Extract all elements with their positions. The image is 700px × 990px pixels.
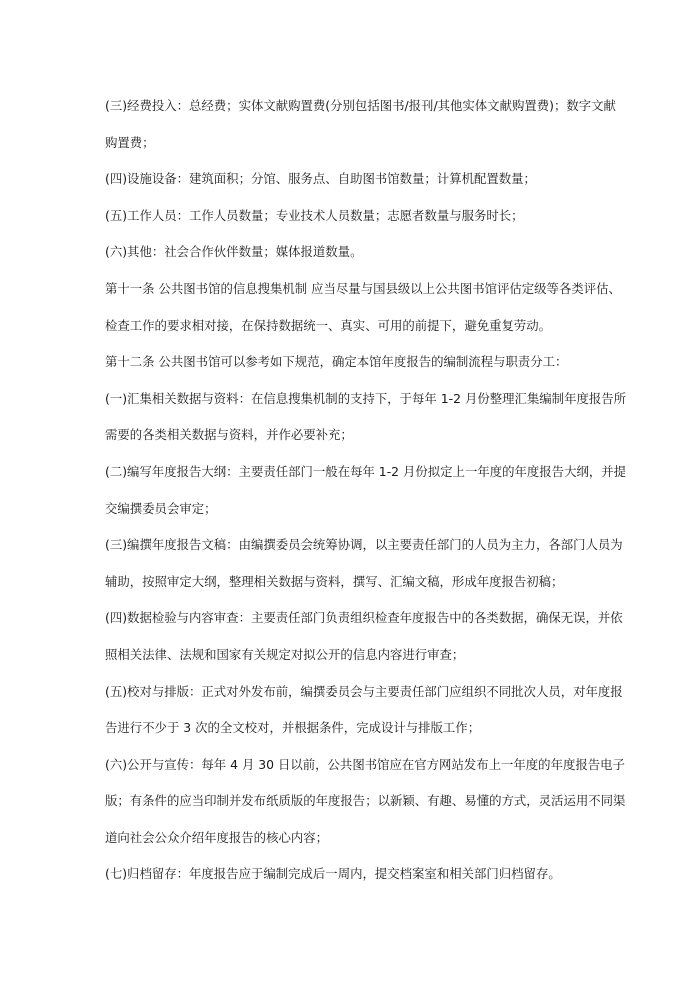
text-line: 告进行不少于 3 次的全文校对，并根据条件，完成设计与排版工作； <box>105 720 481 736</box>
text-line: 检查工作的要求相对接，在保持数据统一、真实、可用的前提下，避免重复劳动。 <box>105 317 552 333</box>
text-line: 交编撰委员会审定； <box>105 500 217 516</box>
article-12 <box>105 344 605 381</box>
clause-staff <box>105 198 605 235</box>
clause-facilities <box>105 161 605 198</box>
clause-other <box>105 234 605 271</box>
text-line: (五)工作人员：工作人员数量；专业技术人员数量；志愿者数量与服务时长； <box>105 207 524 223</box>
text-line: 辅助，按照审定大纲，整理相关数据与资料，撰写、汇编文稿，形成年度报告初稿； <box>105 573 564 589</box>
document-body <box>105 88 627 893</box>
clause-collect-data <box>105 381 627 454</box>
clause-outline <box>105 454 627 527</box>
text-line: (一)汇集相关数据与资料：在信息搜集机制的支持下，于每年 1-2 月份整理汇集编制年度报告所 <box>105 390 627 406</box>
text-line: (四)设施设备：建筑面积；分馆、服务点、自助图书馆数量；计算机配置数量； <box>105 171 536 187</box>
text-line: 需要的各类相关数据与资料，并作必要补充； <box>105 427 353 443</box>
clause-proofreading <box>105 674 623 747</box>
text-line: (四)数据检验与内容审查：主要责任部门负责组织检查年度报告中的各类数据，确保无误，并依 <box>105 610 623 626</box>
text-line: 版；有条件的应当印制并发布纸质版的年度报告；以新颖、有趣、易懂的方式，灵活运用不同渠 <box>105 793 626 809</box>
text-line: (六)其他：社会合作伙伴数量；媒体报道数量。 <box>105 244 363 260</box>
text-line: 第十一条 公共图书馆的信息搜集机制 应当尽量与国县级以上公共图书馆评估定级等各类评估、 <box>105 280 621 296</box>
text-line: 第十二条 公共图书馆可以参考如下规范，确定本馆年度报告的编制流程与职责分工： <box>105 354 568 370</box>
text-line: (三)编撰年度报告文稿：由编撰委员会统筹协调，以主要责任部门的人员为主力，各部门人员为 <box>105 537 623 553</box>
clause-drafting <box>105 527 623 600</box>
clause-review <box>105 600 623 673</box>
text-line: 道向社会公众介绍年度报告的核心内容； <box>105 829 329 845</box>
text-line: (二)编写年度报告大纲：主要责任部门一般在每年 1-2 月份拟定上一年度的年度报告大纲，并提 <box>105 463 627 479</box>
article-11 <box>105 271 621 344</box>
text-line: (五)校对与排版：正式对外发布前，编撰委员会与主要责任部门应组织不同批次人员，对年度报 <box>105 683 623 699</box>
text-line: (六)公开与宣传：每年 4 月 30 日以前，公共图书馆应在官方网站发布上一年度的年度报告电子 <box>105 756 625 772</box>
clause-archiving <box>105 856 605 893</box>
text-line: 购置费； <box>105 134 155 150</box>
clause-funding <box>105 88 616 161</box>
text-line: (七)归档留存：年度报告应于编制完成后一周内，提交档案室和相关部门归档留存。 <box>105 866 561 882</box>
clause-publicity <box>105 747 626 857</box>
text-line: 照相关法律、法规和国家有关规定对拟公开的信息内容进行审查； <box>105 646 465 662</box>
text-line: (三)经费投入：总经费；实体文献购置费(分别包括图书/报刊/其他实体文献购置费)；数字文献 <box>105 98 616 113</box>
